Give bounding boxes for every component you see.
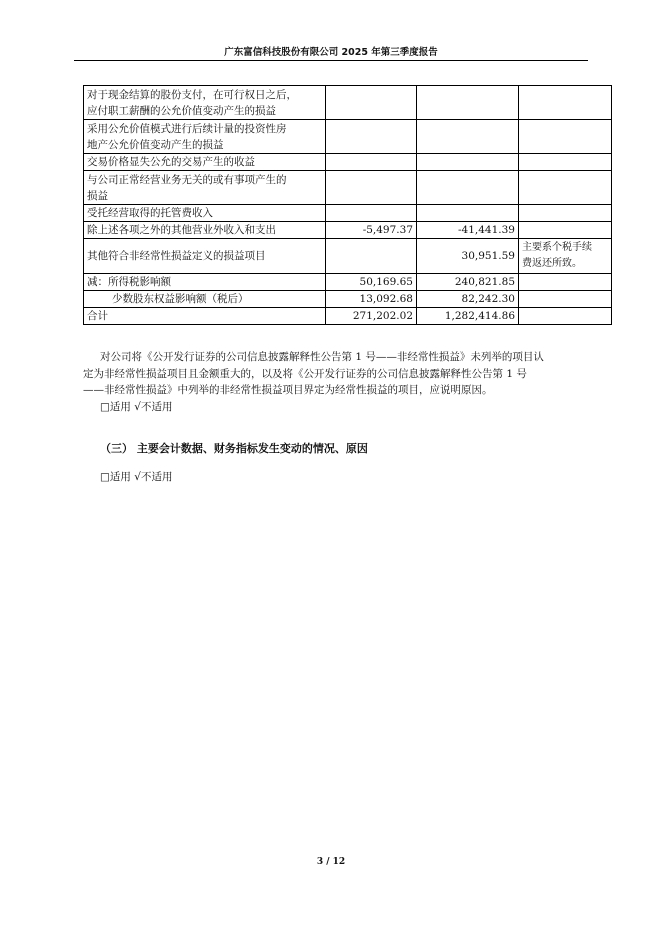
table-row: [84, 120, 612, 154]
table-row: [84, 171, 612, 205]
current-period-amount: 271,202.02: [326, 308, 417, 325]
note-cell: [519, 171, 612, 205]
note-cell: [519, 274, 612, 291]
note-cell: [519, 308, 612, 325]
current-period-amount: -5,497.37: [326, 222, 417, 239]
current-period-amount: [326, 239, 417, 274]
table-row: [84, 291, 612, 308]
ytd-amount: [417, 205, 519, 222]
ytd-amount: 1,282,414.86: [417, 308, 519, 325]
paragraph-line: 定为非经常性损益项目且金额重大的，以及将《公开发行证券的公司信息披露解释性公告第 1 号: [83, 367, 527, 380]
current-period-amount: 13,092.68: [326, 291, 417, 308]
ytd-amount: 82,242.30: [417, 291, 519, 308]
ytd-amount: [417, 154, 519, 171]
item-name: 受托经营取得的托管费收入: [84, 205, 326, 222]
ytd-amount: -41,441.39: [417, 222, 519, 239]
table-row: [84, 154, 612, 171]
ytd-amount: [417, 86, 519, 120]
section-heading: （三） 主要会计数据、财务指标发生变动的情况、原因: [100, 442, 368, 455]
table-row: [84, 274, 612, 291]
ytd-amount: 30,951.59: [417, 239, 519, 274]
explanation-paragraph: [83, 349, 595, 415]
page-number: 3 / 12: [316, 857, 346, 867]
item-name: 其他符合非经常性损益定义的损益项目: [84, 239, 326, 274]
current-period-amount: [326, 171, 417, 205]
current-period-amount: [326, 154, 417, 171]
ytd-amount: [417, 171, 519, 205]
header-rule: [74, 60, 588, 61]
item-name: 除上述各项之外的其他营业外收入和支出: [84, 222, 326, 239]
table-row: [84, 205, 612, 222]
item-name: 对于现金结算的股份支付，在可行权日之后， 应付职工薪酬的公允价值变动产生的损益: [84, 86, 326, 120]
ytd-amount: [417, 120, 519, 154]
non-recurring-items-table: [83, 85, 612, 325]
applicability-choice: □适用 √不适用: [100, 471, 173, 483]
item-name: 合计: [84, 308, 326, 325]
item-name: 少数股东权益影响额（税后）: [84, 291, 326, 308]
paragraph-line: ——非经常性损益》中列举的非经常性损益项目界定为经常性损益的项目，应说明原因。: [83, 384, 493, 396]
page-header: 广东富信科技股份有限公司 2025 年第三季度报告: [224, 47, 438, 58]
current-period-amount: [326, 86, 417, 120]
applicability-choice: □适用 √不适用: [100, 400, 173, 413]
table-row: [84, 222, 612, 239]
note-cell: [519, 222, 612, 239]
table-row: [84, 86, 612, 120]
paragraph-line: 对公司将《公开发行证券的公司信息披露解释性公告第 1 号——非经常性损益》未列举的项目认: [100, 351, 544, 363]
note-cell: [519, 120, 612, 154]
item-name: 采用公允价值模式进行后续计量的投资性房 地产公允价值变动产生的损益: [84, 120, 326, 154]
table-row: [84, 239, 612, 274]
ytd-amount: 240,821.85: [417, 274, 519, 291]
current-period-amount: 50,169.65: [326, 274, 417, 291]
item-name: 交易价格显失公允的交易产生的收益: [84, 154, 326, 171]
note-cell: [519, 154, 612, 171]
item-name: 与公司正常经营业务无关的或有事项产生的 损益: [84, 171, 326, 205]
note-cell: [519, 205, 612, 222]
current-period-amount: [326, 120, 417, 154]
note-cell: [519, 291, 612, 308]
current-period-amount: [326, 205, 417, 222]
table-row: [84, 308, 612, 325]
note-cell: [519, 86, 612, 120]
item-name: 减：所得税影响额: [84, 274, 326, 291]
note-cell: 主要系个税手续 费返还所致。: [519, 239, 612, 274]
